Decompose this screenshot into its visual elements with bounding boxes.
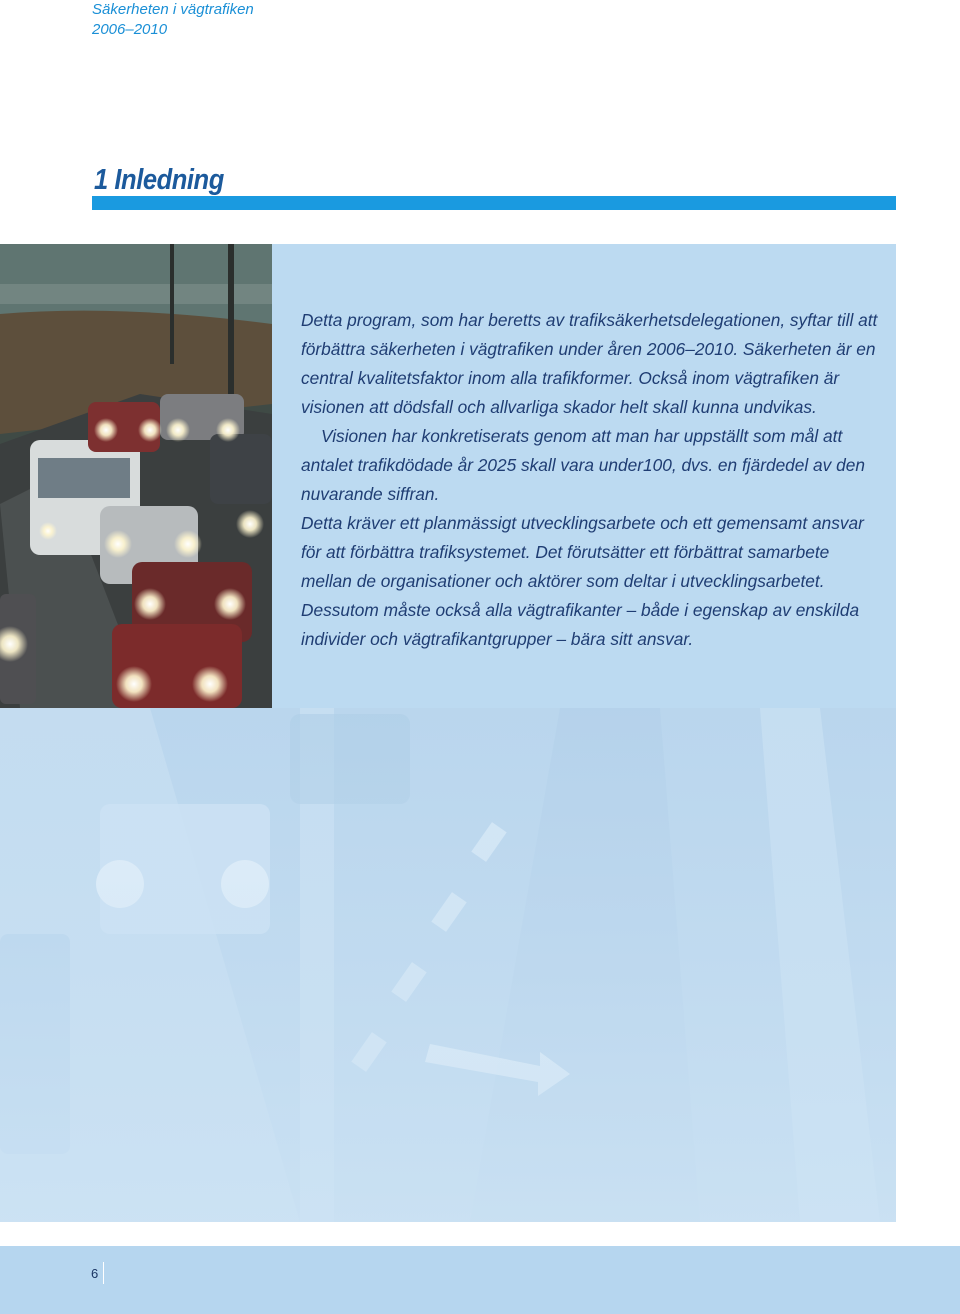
- intro-body-text: [301, 306, 881, 654]
- footer-band: [0, 1246, 960, 1314]
- running-header-years: 2006–2010: [92, 21, 168, 38]
- title-rule: [92, 196, 896, 210]
- intro-paragraph-2: Visionen har konkretiserats genom att man har uppställt som mål att antalet trafikdödade år 2025 skall vara under100, dvs. en fjärdedel av den nuvarande siffran.: [301, 426, 865, 504]
- chapter-title: 1 Inledning: [94, 164, 224, 196]
- page-number: 6: [91, 1266, 99, 1281]
- intro-paragraph-3: Detta kräver ett planmässigt utvecklingsarbete och ett gemensamt ansvar för att förbättra trafiksystemet. Det förutsätter ett förbättrat samarbete mellan de organisationer och aktörer som deltar i utvecklingsarbetet. Dessutom måste också alla vägtrafikanter – både i egenskap av enskilda individer och vägtrafikantgrupper – bära sitt ansvar.: [301, 513, 864, 649]
- running-header-title: Säkerheten i vägtrafiken: [92, 1, 254, 18]
- running-header: [92, 0, 254, 40]
- intro-paragraph-1: Detta program, som har beretts av trafiksäkerhetsdelegationen, syftar till att förbättra säkerheten i vägtrafiken under åren 2006–2010. Säkerheten är en central kvalitetsfaktor inom alla trafikformer. Också inom vägtrafiken är visionen att dödsfall och allvarliga skador helt skall kunna undvikas.: [301, 310, 878, 417]
- page-number-divider: [103, 1262, 104, 1284]
